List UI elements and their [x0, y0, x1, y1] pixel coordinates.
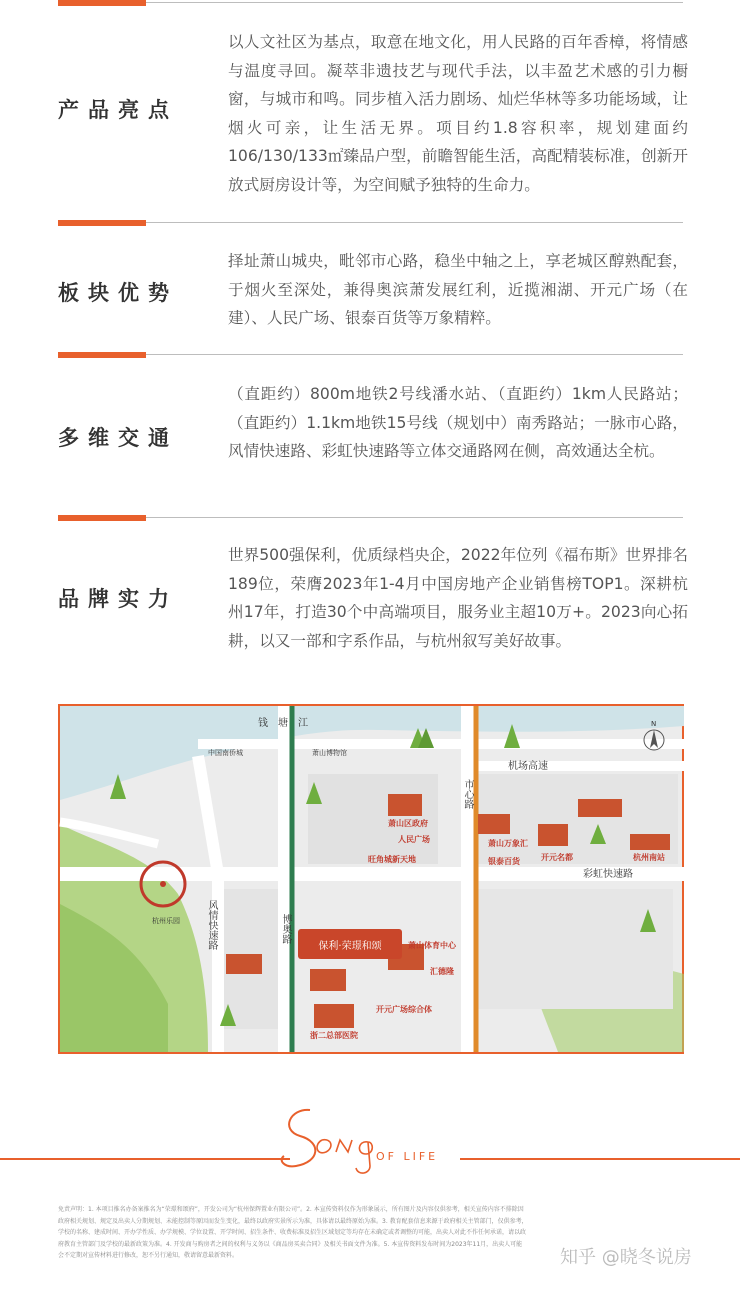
airport-expressway-label: 机场高速 — [508, 761, 548, 772]
section-title: 产品亮点 — [58, 98, 178, 122]
caihong-expressway-label: 彩虹快速路 — [583, 869, 633, 880]
landmark-hospital: 浙二总部医院 — [310, 1031, 358, 1040]
section-transportation — [0, 352, 740, 512]
section-title: 板块优势 — [58, 281, 178, 305]
section-accent-bar — [58, 515, 146, 521]
section-divider — [146, 2, 683, 3]
section-brand-strength — [0, 515, 740, 665]
landmark-yintai: 银泰百货 — [488, 857, 520, 866]
shixin-road-label: 市心路 — [462, 779, 473, 809]
fengqing-expressway-label: 风情快速路 — [206, 900, 217, 950]
landmark-huidelong: 汇德隆 — [430, 967, 454, 976]
qiantang-river-label: 钱 塘 江 — [258, 718, 308, 729]
location-map — [58, 704, 684, 1054]
section-body: （直距约）800m地铁2号线潘水站、（直距约）1km人民路站；（直距约）1.1km地铁15号线（规划中）南秀路站；一脉市心路，风情快速路、彩虹快速路等立体交通路网在侧，高效通达全杭。 — [228, 385, 688, 460]
landmark-tiyu: 萧山体育中心 — [408, 941, 456, 950]
section-accent-bar — [58, 220, 146, 226]
landmark-north-gate: 中国南侨城 — [208, 749, 243, 757]
landmark-xiaoshan-gov: 萧山区政府 — [388, 819, 428, 828]
landmark-hangzhou-south: 杭州南站 — [633, 853, 665, 862]
zhihu-watermark: 知乎 @晓冬说房 — [560, 1247, 692, 1268]
landmark-kaiyuan: 开元名都 — [541, 853, 573, 862]
project-location-badge: 保利·荣璟和颂 — [298, 929, 402, 959]
song-of-life-logo — [270, 1100, 400, 1180]
logo-of-life-text: OF LIFE — [376, 1150, 439, 1163]
landmark-kaiyuan-plaza: 开元广场综合体 — [376, 1005, 432, 1014]
section-product-highlights — [0, 0, 740, 215]
landmark-museum: 萧山博物馆 — [312, 749, 347, 757]
section-accent-bar — [58, 352, 146, 358]
disclaimer-text: 免责声明：1. 本项目推名办备案推名为“荣璟和颂府”，开发公司为“杭州保辉置业有限公司”。2. 本宣传资料仅作为形象展示，所有图片及内容仅供参考，相关宣传内容不排除因政府相关规划、规定及出卖人分期规划、未能控制等原因而发生变化，最终以政府实景所示为准，具体请以最终原始为准。3. 教育配套信息来源于政府相关主管部门，仅供参考，学校的名称、建成时间、开办学性质、办学规模、学位设置、开学时间、招生条件、收费标准及招生区域划定等均存在未确定或者调整的可能，出卖人对此不作任何承诺，请以政府教育主管部门及学校的最新政策为准。4. 开发商与购房者之间的权利与义务以《商品房买卖合同》及相关书面文件为准。5. 本宣传资料发布时间为2023年11月，出卖人可能会不定期对宣传材料进行修改，恕不另行通知，敬请留意最新资料。 — [58, 1206, 528, 1259]
section-divider — [146, 517, 683, 518]
section-body: 世界500强保利，优质绿档央企，2022年位列《福布斯》世界排名189位，荣膺2023年1-4月中国房地产企业销售榜TOP1。深耕杭州17年，打造30个中高端项目，服务业主超10万+。2023向心拓耕，以又一部和字系作品，与杭州叙写美好故事。 — [228, 546, 688, 650]
section-body: 以人文社区为基点，取意在地文化，用人民路的百年香樟，将情感与温度寻回。凝萃非遗技艺与现代手法，以丰盈艺术感的引力橱窗，与城市和鸣。同步植入活力剧场、灿烂华林等多功能场域，让烟火可亲，让生活无界。项目约1.8容积率，规划建面约106/130/133㎡臻品户型，前瞻智能生活，高配精装标准，创新开放式厨房设计等，为空间赋予独特的生命力。 — [228, 33, 688, 194]
landmark-wanxianghui: 萧山万象汇 — [488, 839, 528, 848]
section-accent-bar — [58, 0, 146, 6]
section-title: 多维交通 — [58, 426, 178, 450]
boao-road-label: 博奥路 — [280, 914, 291, 944]
section-title: 品牌实力 — [58, 587, 178, 611]
section-location-advantage — [0, 220, 740, 350]
logo-divider-left — [0, 1158, 290, 1160]
section-divider — [146, 354, 683, 355]
section-body: 择址萧山城央，毗邻市心路，稳坐中轴之上，享老城区醇熟配套，于烟火至深处，兼得奥滨萧发展红利，近揽湘湖、开元广场（在建）、人民广场、银泰百货等万象精粹。 — [228, 252, 688, 327]
logo-divider-right — [460, 1158, 740, 1160]
landmark-ferris-wheel: 杭州乐园 — [152, 917, 180, 925]
section-divider — [146, 222, 683, 223]
landmark-renmin-square: 人民广场 — [398, 835, 430, 844]
landmark-wangjiao: 旺角城新天地 — [368, 855, 416, 864]
compass-label: N — [651, 720, 657, 728]
